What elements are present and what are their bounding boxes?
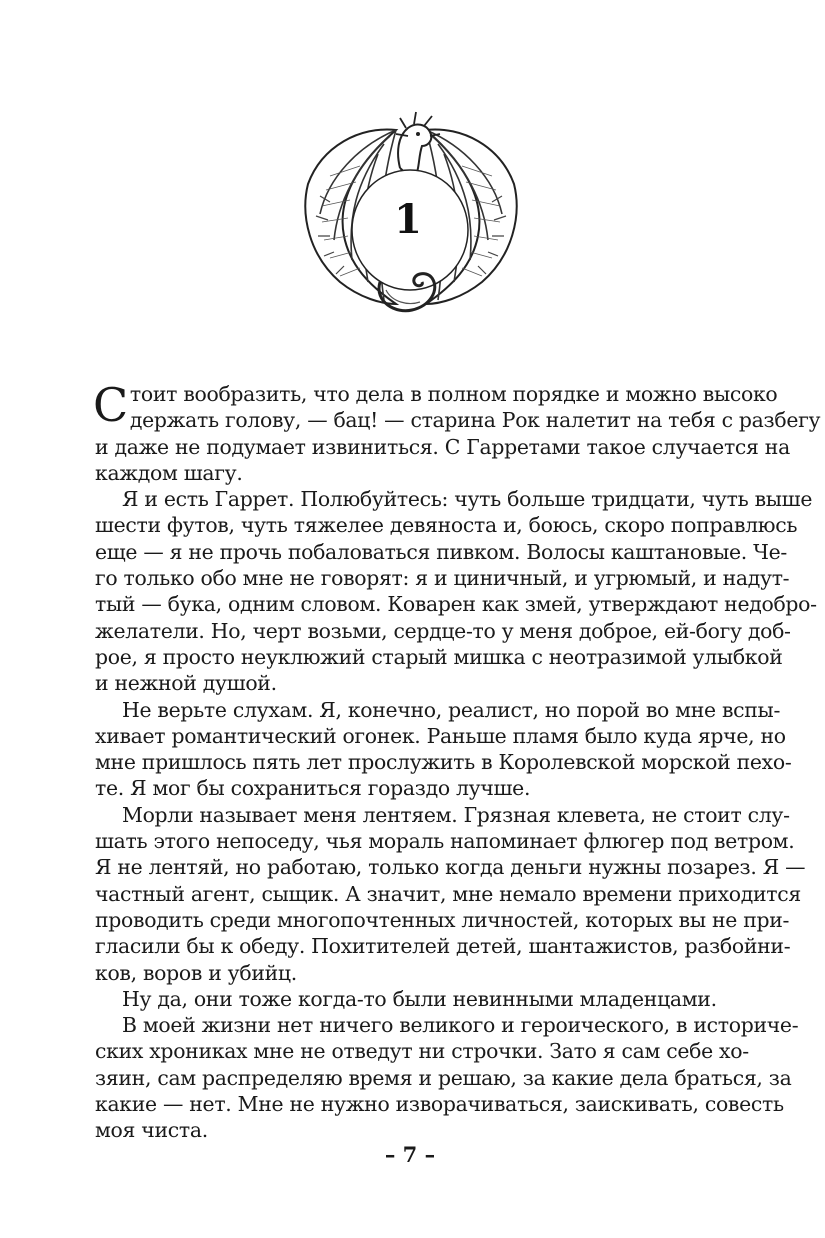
text-line: частный агент, сыщик. А значит, мне немало времени приходится bbox=[95, 881, 801, 906]
paragraph bbox=[93, 378, 821, 486]
text-line: те. Я мог бы сохраниться гораздо лучше. bbox=[95, 776, 531, 801]
drop-cap: С bbox=[93, 378, 128, 432]
text-line: проводить среди многопочтенных личностей, которых вы не при- bbox=[95, 907, 790, 932]
paragraph bbox=[95, 486, 817, 696]
text-line: рое, я просто неуклюжий старый мишка с неотразимой улыбкой bbox=[95, 644, 783, 669]
text-line: хивает романтический огонек. Раньше пламя было куда ярче, но bbox=[95, 723, 786, 748]
paragraph bbox=[95, 802, 806, 986]
paragraph bbox=[95, 986, 723, 1012]
text-line: держать голову, — бац! — старина Рок налетит на тебя с разбегу bbox=[129, 408, 821, 433]
paragraph bbox=[95, 1012, 799, 1143]
text-line: тый — бука, одним словом. Коварен как змей, утверждают недобро- bbox=[95, 592, 817, 617]
text-line: гласили бы к обеду. Похитителей детей, шантажистов, разбойни- bbox=[95, 934, 791, 959]
text-line: Ну да, они тоже когда-то были невинными младенцами. bbox=[122, 986, 717, 1011]
text-line: каждом шагу. bbox=[95, 460, 243, 485]
text-line: шать этого непоседу, чья мораль напоминает флюгер под ветром. bbox=[95, 829, 795, 854]
text-line: моя чиста. bbox=[95, 1118, 208, 1143]
text-line: желатели. Но, черт возьми, сердце-то у меня доброе, ей-богу доб- bbox=[95, 618, 791, 643]
text-line: Я не лентяй, но работаю, только когда деньги нужны позарез. Я — bbox=[95, 855, 806, 880]
chapter-number: 1 bbox=[394, 196, 422, 243]
text-line: Не верьте слухам. Я, конечно, реалист, но порой во мне вспы- bbox=[122, 697, 781, 722]
body-text bbox=[93, 378, 821, 1144]
text-line: В моей жизни нет ничего великого и героического, в историче- bbox=[122, 1013, 799, 1038]
paragraph bbox=[95, 697, 792, 802]
text-line: еще — я не прочь побаловаться пивком. Волосы каштановые. Че- bbox=[95, 539, 787, 564]
text-line: ских хрониках мне не отведут ни строчки. Зато я сам себе хо- bbox=[95, 1039, 749, 1064]
text-line: какие — нет. Мне не нужно изворачиваться, заискивать, совесть bbox=[95, 1092, 784, 1117]
text-line: Я и есть Гаррет. Полюбуйтесь: чуть больше тридцати, чуть выше bbox=[122, 487, 813, 512]
text-line: го только обо мне не говорят: я и циничный, и угрюмый, и надут- bbox=[95, 566, 790, 591]
text-line: шести футов, чуть тяжелее девяноста и, боюсь, скоро поправлюсь bbox=[95, 513, 798, 538]
text-line: Морли называет меня лентяем. Грязная клевета, не стоит слу- bbox=[122, 802, 790, 827]
page-number: – 7 – bbox=[384, 1142, 436, 1167]
text-line: тоит вообразить, что дела в полном порядке и можно высоко bbox=[129, 382, 778, 406]
text-line: мне пришлось пять лет прослужить в Королевской морской пехо- bbox=[95, 750, 792, 775]
text-line: зяин, сам распределяю время и решаю, за какие дела браться, за bbox=[95, 1065, 792, 1090]
text-line: ков, воров и убийц. bbox=[95, 960, 297, 985]
text-line: и даже не подумает извиниться. С Гарретами такое случается на bbox=[95, 434, 790, 459]
text-line: и нежной душой. bbox=[95, 671, 277, 696]
